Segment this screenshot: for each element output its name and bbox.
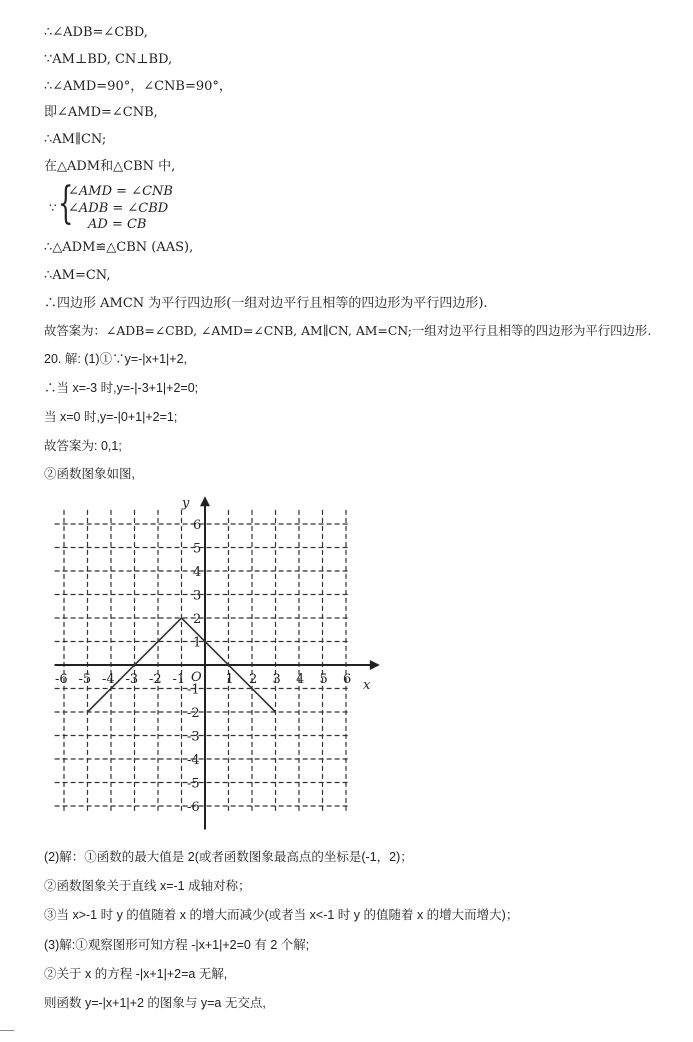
grid [55,510,351,813]
axes [55,496,380,829]
proof-line-10: 故答案为：∠ADB=∠CBD, ∠AMD=∠CNB, AM∥CN, AM=CN;一组对边平行且相等的四边形为平行四边形. [44,323,652,338]
x-tick-label: -5 [78,672,92,687]
y-tick-label: -1 [187,682,200,698]
proof-line-3: ∴∠AMD=90°，∠CNB=90°， [44,79,232,94]
y-tick-label: -4 [187,753,200,768]
y-tick-label: 6 [193,518,202,533]
y-tick-label: -5 [187,776,200,792]
proof-line-2: ∵AM⊥BD, CN⊥BD, [44,52,173,67]
proof-line-5: ∴AM∥CN; [44,132,107,147]
proof-line-4: 即∠AMD=∠CNB, [44,105,158,120]
function-graph [45,493,385,838]
y-axis-label: y [182,496,190,511]
y-tick-label: -2 [187,706,200,721]
x-tick-label: 4 [296,672,305,687]
x-tick-label: 2 [249,672,258,687]
part2-line-2: ②函数图象关于直线 x=-1 成轴对称； [44,879,251,893]
q20-line-1: 20. 解: (1)①∵y=-|x+1|+2, [44,352,188,366]
x-tick-label: 3 [272,672,281,687]
y-axis-arrow [200,496,210,506]
x-tick-label: -4 [102,672,115,687]
x-tick-label: -6 [55,672,68,687]
tick-labels [55,518,351,815]
part3-line-3: 则函数 y=-|x+1|+2 的图象与 y=a 无交点, [44,996,266,1010]
y-tick-label: 4 [193,565,202,580]
y-tick-label: 1 [193,635,202,651]
x-tick-label: 5 [319,672,328,687]
q20-line-3: 当 x=0 时,y=-|0+1|+2=1; [44,410,178,424]
q20-line-2: ∴当 x=-3 时,y=-|-3+1|+2=0; [44,381,199,395]
x-tick-label: -1 [172,672,186,687]
y-tick-label: -3 [187,729,200,745]
origin-label: O [191,670,202,685]
y-tick-label: 2 [193,612,202,627]
proof-line-8: ∴AM=CN, [44,268,111,283]
system-eq-3: AD = CB [88,217,147,232]
left-brace: { [58,178,74,229]
y-tick-label: 3 [193,588,202,604]
because-symbol: ∵ [49,201,57,215]
page-corner-mark [0,1030,14,1042]
proof-line-6: 在△ADM和△CBN 中, [44,159,176,174]
q20-line-5: ②函数图象如图, [44,467,135,481]
q20-line-4: 故答案为: 0,1; [44,439,122,453]
part3-line-2: ②关于 x 的方程 -|x+1|+2=a 无解, [44,967,228,981]
proof-line-7: ∴△ADM≌△CBN (AAS), [44,240,194,255]
proof-line-1: ∴∠ADB=∠CBD, [44,25,148,40]
x-tick-label: 1 [225,672,234,687]
x-tick-label: 6 [343,672,352,687]
y-tick-label: 5 [193,541,202,557]
part2-line-3: ③当 x>-1 时 y 的值随着 x 的增大而减少(或者当 x<-1 时 y 的值随着 x 的增大而增大)； [44,908,519,922]
part2-line-1: (2)解：①函数的最大值是 2(或者函数图象最高点的坐标是(-1，2)； [44,850,413,864]
x-axis-label: x [363,678,371,693]
x-tick-label: -3 [125,672,139,687]
proof-line-9: ∴四边形 AMCN 为平行四边形(一组对边平行且相等的四边形为平行四边形). [44,296,488,311]
system-eq-2: ∠ADB = ∠CBD [68,201,169,216]
part3-line-1: (3)解:①观察图形可知方程 -|x+1|+2=0 有 2 个解; [44,938,310,952]
system-eq-1: ∠AMD = ∠CNB [68,184,173,199]
x-tick-label: -2 [149,672,162,687]
x-axis-arrow [370,660,380,670]
y-tick-label: -6 [187,800,200,815]
